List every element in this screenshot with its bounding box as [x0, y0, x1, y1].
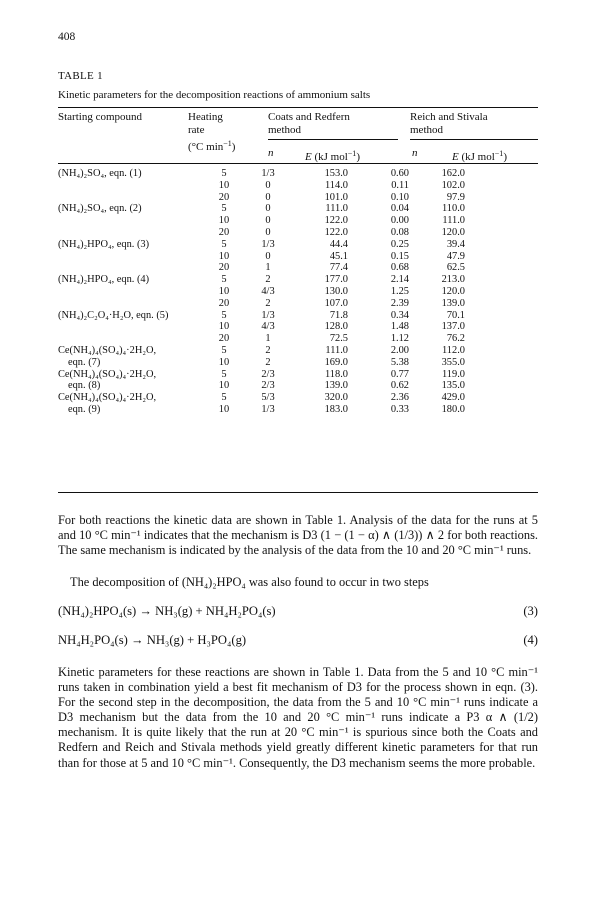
table-row: [58, 333, 465, 345]
cell-reich-n: 0.08: [390, 226, 409, 238]
cell-compound: eqn. (8): [68, 380, 101, 392]
header-cr-e-exp: −1: [347, 149, 357, 158]
cell-reich-n: 1.12: [390, 333, 409, 345]
cell-compound: [58, 251, 198, 263]
table-row: [58, 345, 465, 357]
cell-compound: [58, 333, 198, 345]
equation-4-text: NH₄H₂PO₄(s) → NH₃(g) + H₃PO₄(g): [58, 633, 247, 647]
cell-reich-e: 120.0: [441, 285, 465, 297]
cell-compound: [58, 321, 198, 333]
table-row: [58, 203, 465, 215]
cell-coats-e: 44.4: [329, 238, 348, 250]
cell-compound: (NH₄)₂SO₄, eqn. (2): [58, 203, 142, 215]
cell-compound: [58, 180, 198, 192]
header-reich-1: Reich and Stivala: [410, 111, 488, 123]
cell-reich-e: 119.0: [442, 368, 465, 380]
header-coats-2: method: [268, 124, 301, 136]
cell-coats-e: 177.0: [324, 274, 348, 286]
table-row: [58, 286, 465, 298]
header-heating-close: ): [231, 141, 236, 153]
cell-reich-n: 2.00: [390, 344, 409, 356]
cell-reich-n: 0.60: [390, 168, 409, 179]
cell-coats-n: 1: [265, 333, 271, 345]
cell-reich-e: 102.0: [441, 179, 465, 191]
header-heating-1: Heating: [188, 111, 223, 123]
cell-reich-e: 97.9: [446, 191, 465, 203]
cell-coats-n: 4/3: [261, 321, 275, 333]
header-heating-2: rate: [188, 124, 205, 136]
cell-heating-rate: 10: [218, 356, 230, 368]
header-rs-n: n: [412, 147, 418, 159]
cell-coats-n: 0: [265, 203, 271, 215]
table-row: [58, 380, 465, 392]
cell-coats-n: 1/3: [261, 168, 275, 179]
header-reich-stivala: [410, 111, 488, 137]
header-coats-1: Coats and Redfern: [268, 111, 350, 123]
equation-4: [58, 633, 538, 648]
cell-compound: eqn. (9): [68, 403, 101, 415]
cell-coats-e: 72.5: [329, 333, 348, 345]
table-row: [58, 180, 465, 192]
cell-compound: [58, 286, 198, 298]
page-number: 408: [58, 31, 76, 43]
cell-coats-e: 71.8: [329, 309, 348, 321]
cell-reich-e: 70.1: [446, 309, 465, 321]
cell-coats-e: 128.0: [324, 321, 348, 333]
cell-heating-rate: 20: [218, 262, 230, 274]
cell-reich-n: 1.25: [390, 285, 409, 297]
cell-reich-n: 0.68: [390, 262, 409, 274]
cell-reich-e: 110.0: [442, 203, 465, 215]
paragraph-2: The decomposition of (NH₄)₂HPO₄ was also found to occur in two steps: [70, 575, 429, 589]
cell-coats-e: 122.0: [324, 215, 348, 227]
cell-coats-e: 107.0: [324, 297, 348, 309]
header-rs-e-unit: (kJ mol: [458, 151, 495, 163]
cell-coats-n: 2/3: [261, 368, 275, 380]
cell-reich-e: 137.0: [441, 321, 465, 333]
paragraph-3: Kinetic parameters for these reactions are shown in Table 1. Data from the 5 and 10 °C min⁻¹ runs taken in combination yield a best fit mechanism of D3 for the process shown in eqn. (3). For the second step in the decomposition, the data from the 5 and 10 °C min⁻¹ runs indicate a D3 mechanism but the data from the 10 and 20 °C min⁻¹ runs indicate a P3 α ∧ (1/2) mechanism. It is quite likely that the run at 20 °C min⁻¹ is spurious since both the Coats and Redfern and Reich and Stivala methods yield greatly different kinetic parameters for that run than for those at 5 and 10 °C min⁻¹. Consequently, the D3 mechanism seems the more probable.: [58, 665, 538, 770]
cell-reich-e: 180.0: [441, 403, 465, 415]
cell-reich-e: 162.0: [441, 168, 465, 179]
cell-reich-n: 0.25: [390, 238, 409, 250]
header-heating-unit: (°C min: [188, 141, 224, 153]
cell-coats-n: 1/3: [261, 309, 275, 321]
header-rs-e-close: ): [503, 151, 507, 163]
table-row: [58, 310, 465, 322]
cell-heating-rate: 10: [218, 250, 230, 262]
header-cr-e-symbol: E: [305, 151, 312, 163]
cell-heating-rate: 20: [218, 297, 230, 309]
cell-coats-n: 2: [265, 274, 271, 286]
cell-coats-e: 139.0: [324, 380, 348, 392]
cell-heating-rate: 5: [221, 203, 227, 215]
cell-coats-e: 114.0: [325, 179, 348, 191]
cell-coats-e: 320.0: [324, 392, 348, 404]
equation-4-number: (4): [523, 633, 538, 647]
cell-coats-e: 169.0: [324, 356, 348, 368]
cell-compound: (NH₄)₂C₂O₄·H₂O, eqn. (5): [58, 309, 169, 321]
paragraph-1: For both reactions the kinetic data are shown in Table 1. Analysis of the data for the runs at 5 and 10 °C min⁻¹ indicates that the mechanism is D3 (1 − (1 − α) ∧ (1/3)) ∧ 2 for both reactions. The same mechanism is indicated by the analysis of the data from the 10 and 20 °C min⁻¹ runs.: [58, 513, 538, 558]
table-row: [58, 215, 465, 227]
cell-compound: [58, 262, 198, 274]
table-caption: Kinetic parameters for the decomposition reactions of ammonium salts: [58, 89, 371, 101]
cell-heating-rate: 5: [221, 168, 227, 179]
coats-subrule: [268, 139, 398, 140]
table-row: [58, 274, 465, 286]
header-heating-3: [188, 137, 235, 154]
header-rs-e: [452, 147, 507, 164]
cell-coats-n: 5/3: [261, 392, 275, 404]
table-row: [58, 192, 465, 204]
cell-coats-n: 1: [265, 262, 271, 274]
cell-reich-n: 2.14: [390, 274, 409, 286]
cell-compound: [58, 227, 198, 239]
table-row: [58, 357, 465, 369]
cell-reich-e: 135.0: [441, 380, 465, 392]
cell-reich-n: 1.48: [390, 321, 409, 333]
cell-compound: eqn. (7): [68, 356, 101, 368]
table-row: [58, 392, 465, 404]
cell-coats-n: 0: [265, 191, 271, 203]
header-rs-e-exp: −1: [494, 149, 504, 158]
cell-reich-e: 213.0: [441, 274, 465, 286]
cell-heating-rate: 5: [221, 238, 227, 250]
cell-reich-e: 62.5: [446, 262, 465, 274]
cell-coats-n: 2: [265, 356, 271, 368]
table-label: TABLE 1: [58, 70, 103, 82]
cell-reich-e: 120.0: [441, 226, 465, 238]
reich-subrule: [410, 139, 538, 140]
table-row: [58, 321, 465, 333]
header-cr-n: n: [268, 147, 274, 159]
cell-reich-n: 0.11: [391, 179, 409, 191]
equation-3: [58, 604, 538, 619]
cell-compound: Ce(NH₄)₄(SO₄)₄·2H₂O,: [58, 392, 157, 404]
table-bottom-rule: [58, 492, 538, 493]
kinetics-table-body: [58, 168, 465, 416]
header-coats-redfern: [268, 111, 350, 137]
cell-coats-e: 183.0: [324, 403, 348, 415]
cell-compound: (NH₄)₂SO₄, eqn. (1): [58, 168, 142, 179]
cell-heating-rate: 10: [218, 215, 230, 227]
cell-reich-e: 355.0: [441, 356, 465, 368]
cell-compound: Ce(NH₄)₄(SO₄)₄·2H₂O,: [58, 368, 157, 380]
cell-coats-n: 1/3: [261, 403, 275, 415]
cell-coats-e: 101.0: [324, 191, 348, 203]
header-bottom-rule: [58, 163, 538, 164]
table-row: [58, 168, 465, 180]
cell-heating-rate: 5: [221, 344, 227, 356]
cell-coats-n: 0: [265, 215, 271, 227]
cell-reich-n: 0.77: [390, 368, 409, 380]
cell-coats-n: 0: [265, 250, 271, 262]
cell-reich-n: 0.62: [390, 380, 409, 392]
equation-3-text: (NH₄)₂HPO₄(s) → NH₃(g) + NH₄H₂PO₄(s): [58, 604, 276, 618]
cell-coats-e: 111.0: [325, 344, 348, 356]
cell-heating-rate: 20: [218, 333, 230, 345]
cell-reich-n: 0.15: [390, 250, 409, 262]
cell-coats-e: 118.0: [325, 368, 348, 380]
cell-reich-e: 39.4: [446, 238, 465, 250]
table-row: [58, 369, 465, 381]
header-cr-e-unit: (kJ mol: [311, 151, 348, 163]
cell-reich-e: 47.9: [446, 250, 465, 262]
cell-coats-e: 153.0: [324, 168, 348, 179]
table-row: [58, 227, 465, 239]
header-cr-e-close: ): [356, 151, 360, 163]
cell-compound: Ce(NH₄)₄(SO₄)₄·2H₂O,: [58, 344, 157, 356]
cell-reich-n: 0.10: [390, 191, 409, 203]
cell-compound: (NH₄)₂HPO₄, eqn. (4): [58, 274, 150, 286]
cell-heating-rate: 5: [221, 392, 227, 404]
cell-heating-rate: 5: [221, 274, 227, 286]
cell-coats-n: 2/3: [261, 380, 275, 392]
cell-reich-n: 0.33: [390, 403, 409, 415]
cell-heating-rate: 10: [218, 321, 230, 333]
cell-reich-n: 0.34: [390, 309, 409, 321]
cell-coats-n: 2: [265, 344, 271, 356]
cell-coats-n: 0: [265, 226, 271, 238]
cell-reich-n: 2.36: [390, 392, 409, 404]
cell-heating-rate: 10: [218, 380, 230, 392]
cell-reich-n: 2.39: [390, 297, 409, 309]
cell-heating-rate: 10: [218, 179, 230, 191]
cell-compound: (NH₄)₂HPO₄, eqn. (3): [58, 238, 150, 250]
table-row: [58, 239, 465, 251]
cell-coats-n: 2: [265, 297, 271, 309]
cell-coats-n: 0: [265, 179, 271, 191]
cell-coats-e: 130.0: [324, 285, 348, 297]
header-heating: [188, 111, 235, 154]
cell-heating-rate: 5: [221, 309, 227, 321]
table-row: [58, 298, 465, 310]
cell-compound: [58, 298, 198, 310]
table-top-rule: [58, 107, 538, 108]
cell-reich-e: 112.0: [442, 344, 465, 356]
header-reich-2: method: [410, 124, 443, 136]
cell-reich-n: 0.04: [390, 203, 409, 215]
cell-heating-rate: 20: [218, 226, 230, 238]
cell-coats-e: 122.0: [324, 226, 348, 238]
header-heating-exp: −1: [223, 139, 232, 148]
equation-3-number: (3): [523, 604, 538, 618]
table-row: [58, 262, 465, 274]
cell-coats-e: 77.4: [329, 262, 348, 274]
cell-reich-e: 429.0: [441, 392, 465, 404]
cell-heating-rate: 5: [221, 368, 227, 380]
cell-coats-n: 4/3: [261, 285, 275, 297]
cell-reich-e: 139.0: [441, 297, 465, 309]
cell-reich-e: 111.0: [442, 215, 465, 227]
cell-reich-n: 5.38: [390, 356, 409, 368]
cell-compound: [58, 215, 198, 227]
header-starting-compound: Starting compound: [58, 111, 143, 123]
cell-reich-n: 0.00: [390, 215, 409, 227]
table-row: [58, 404, 465, 416]
cell-heating-rate: 20: [218, 191, 230, 203]
cell-reich-e: 76.2: [446, 333, 465, 345]
cell-coats-e: 45.1: [329, 250, 348, 262]
cell-heating-rate: 10: [218, 285, 230, 297]
cell-coats-e: 111.0: [325, 203, 348, 215]
cell-heating-rate: 10: [218, 403, 230, 415]
kinetics-table: [58, 168, 465, 416]
header-cr-e: [305, 147, 360, 164]
cell-coats-n: 1/3: [261, 238, 275, 250]
cell-compound: [58, 192, 198, 204]
table-row: [58, 251, 465, 263]
header-rs-e-symbol: E: [452, 151, 459, 163]
